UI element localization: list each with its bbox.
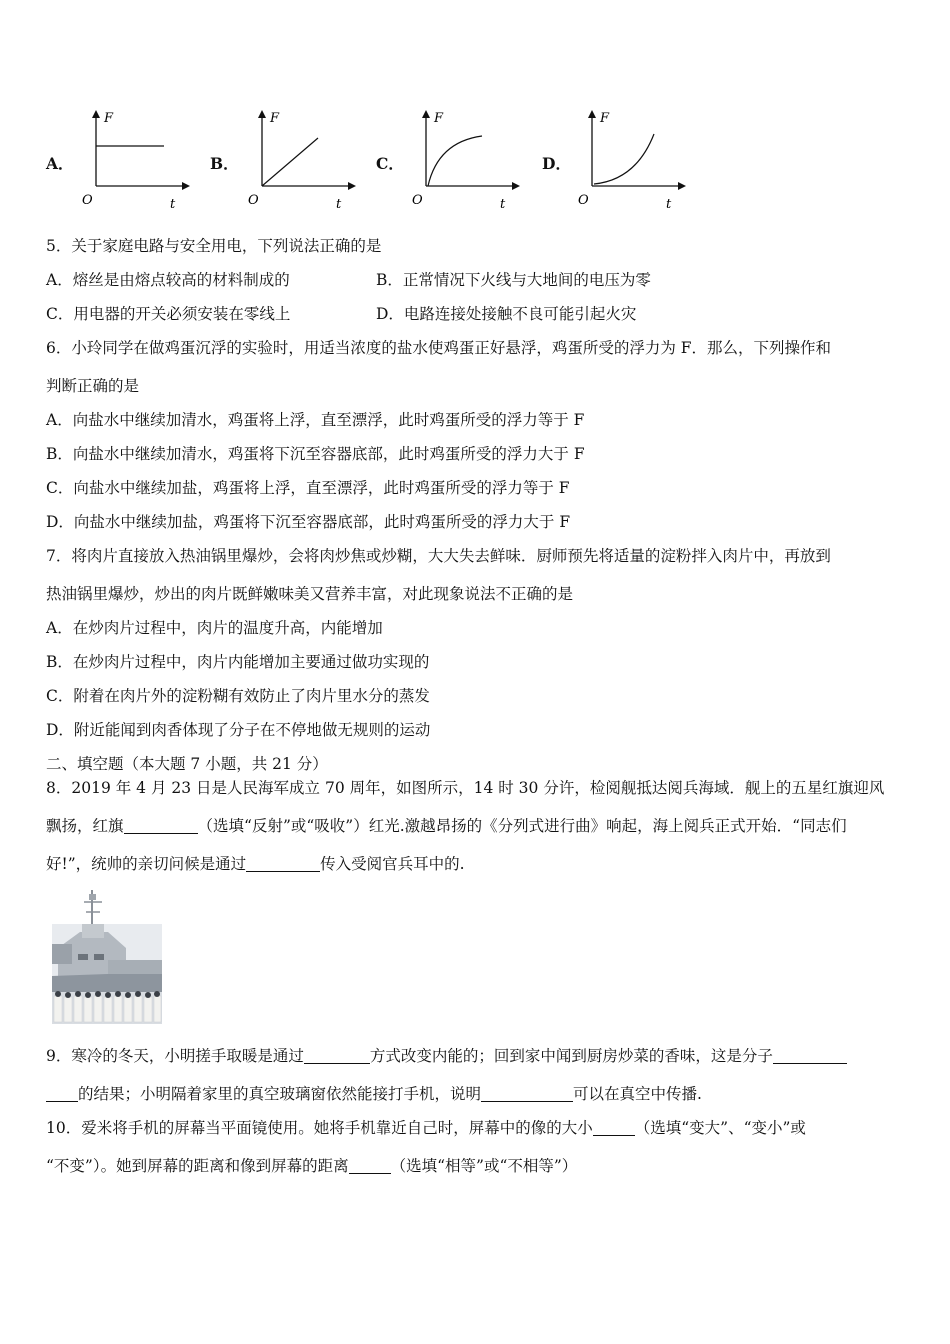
y-axis-arrow <box>422 110 430 118</box>
q9-line2 <box>46 1084 702 1104</box>
q9-line2-text-a: 的结果；小明隔着家里的真空玻璃窗依然能接打手机，说明 <box>78 1085 482 1103</box>
y-axis-arrow <box>92 110 100 118</box>
q9-blank-2-cont[interactable] <box>46 1085 78 1102</box>
q6-option-a: A．向盐水中继续加清水，鸡蛋将上浮，直至漂浮，此时鸡蛋所受的浮力等于 F <box>46 411 585 429</box>
x-axis-label: t <box>170 197 176 212</box>
graph-c <box>404 108 524 216</box>
q9-line1-text-a: 9．寒冷的冬天，小明搓手取暖是通过 <box>46 1047 304 1065</box>
origin-label: O <box>248 193 259 208</box>
x-axis-arrow <box>182 182 190 190</box>
curve-concave-down <box>428 136 482 186</box>
origin-label: O <box>412 193 423 208</box>
q5-option-a: A．熔丝是由熔点较高的材料制成的 <box>46 271 290 289</box>
q9-blank-2[interactable] <box>773 1047 847 1064</box>
curve-concave-up <box>594 134 654 184</box>
q7-option-d: D．附近能闻到肉香体现了分子在不停地做无规则的运动 <box>46 721 431 739</box>
y-axis-arrow <box>588 110 596 118</box>
y-axis-label: F <box>434 111 444 126</box>
option-a-label: A． <box>46 154 74 173</box>
curve-linear <box>262 138 318 186</box>
q9-line2-text-b: 可以在真空中传播. <box>573 1085 702 1103</box>
graph-b <box>240 108 360 216</box>
y-axis-label: F <box>600 111 610 126</box>
graph-a <box>74 108 194 216</box>
warship-photo <box>52 884 162 1024</box>
q8-line3 <box>46 854 465 874</box>
x-axis-label: t <box>666 197 672 212</box>
x-axis-arrow <box>678 182 686 190</box>
q6-stem-line2: 判断正确的是 <box>46 377 140 395</box>
q10-line1-text-a: 10．爱米将手机的屏幕当平面镜使用。她将手机靠近自己时，屏幕中的像的大小 <box>46 1119 593 1137</box>
origin-label: O <box>578 193 589 208</box>
y-axis-label: F <box>270 111 280 126</box>
q6-stem-line1: 6．小玲同学在做鸡蛋沉浮的实验时，用适当浓度的盐水使鸡蛋正好悬浮，鸡蛋所受的浮力为 F．那么，下列操作和 <box>46 339 832 357</box>
q8-line2 <box>46 816 847 836</box>
q5-option-d: D．电路连接处接触不良可能引起火灾 <box>376 305 637 323</box>
option-c-label: C． <box>376 154 404 173</box>
q10-line2-text-a: “不变”）。她到屏幕的距离和像到屏幕的距离 <box>46 1157 349 1175</box>
q6-option-c: C．向盐水中继续加盐，鸡蛋将上浮，直至漂浮，此时鸡蛋所受的浮力等于 F <box>46 479 570 497</box>
origin-label: O <box>82 193 93 208</box>
y-axis-arrow <box>258 110 266 118</box>
q7-option-a: A．在炒肉片过程中，肉片的温度升高，内能增加 <box>46 619 383 637</box>
q8-line1: 8．2019 年 4 月 23 日是人民海军成立 70 周年，如图所示，14 时 30 分许，检阅舰抵达阅兵海域．舰上的五星红旗迎风 <box>46 779 885 797</box>
q10-line2 <box>46 1156 577 1176</box>
q9-blank-3[interactable] <box>481 1085 573 1102</box>
q6-option-b: B．向盐水中继续加清水，鸡蛋将下沉至容器底部，此时鸡蛋所受的浮力大于 F <box>46 445 585 463</box>
y-axis-label: F <box>104 111 114 126</box>
q7-stem-line2: 热油锅里爆炒，炒出的肉片既鲜嫩味美又营养丰富，对此现象说法不正确的是 <box>46 585 574 603</box>
q10-line2-text-b: （选填“相等”或“不相等”） <box>390 1157 578 1175</box>
q9-line1 <box>46 1046 847 1066</box>
x-axis-arrow <box>348 182 356 190</box>
q10-line1-text-b: （选填“变大”、“变小”或 <box>634 1119 806 1137</box>
q5-option-b: B．正常情况下火线与大地间的电压为零 <box>376 271 651 289</box>
q8-line3-text-b: 传入受阅官兵耳中的. <box>320 855 465 873</box>
option-b-label: B． <box>210 154 239 173</box>
q8-line2-text-a: 飘扬，红旗 <box>46 817 124 835</box>
x-axis-arrow <box>512 182 520 190</box>
option-d-label: D． <box>542 154 571 173</box>
q10-line1 <box>46 1118 806 1138</box>
q7-option-c: C．附着在肉片外的淀粉糊有效防止了肉片里水分的蒸发 <box>46 687 430 705</box>
q6-option-d: D．向盐水中继续加盐，鸡蛋将下沉至容器底部，此时鸡蛋所受的浮力大于 F <box>46 513 571 531</box>
x-axis-label: t <box>336 197 342 212</box>
graph-d <box>570 108 690 216</box>
q10-blank-1[interactable] <box>593 1119 635 1136</box>
q8-blank-1[interactable] <box>124 817 198 834</box>
q10-blank-2[interactable] <box>349 1157 391 1174</box>
q5-stem: 5．关于家庭电路与安全用电，下列说法正确的是 <box>46 237 382 255</box>
q7-option-b: B．在炒肉片过程中，肉片内能增加主要通过做功实现的 <box>46 653 430 671</box>
x-axis-label: t <box>500 197 506 212</box>
q7-stem-line1: 7．将肉片直接放入热油锅里爆炒，会将肉炒焦或炒糊，大大失去鲜味．厨师预先将适量的淀粉拌入肉片中，再放到 <box>46 547 831 565</box>
q9-blank-1[interactable] <box>304 1047 370 1064</box>
q9-line1-text-b: 方式改变内能的；回到家中闻到厨房炒菜的香味，这是分子 <box>369 1047 773 1065</box>
section-title: 二、填空题（本大题 7 小题，共 21 分） <box>46 755 328 773</box>
q8-line3-text-a: 好!”，统帅的亲切问候是通过 <box>46 855 247 873</box>
q8-blank-2[interactable] <box>246 855 320 872</box>
q8-line2-text-b: （选填“反射”或“吸收”）红光.激越昂扬的《分列式进行曲》响起，海上阅兵正式开始．“同志们 <box>197 817 847 835</box>
q5-option-c: C．用电器的开关必须安装在零线上 <box>46 305 291 323</box>
